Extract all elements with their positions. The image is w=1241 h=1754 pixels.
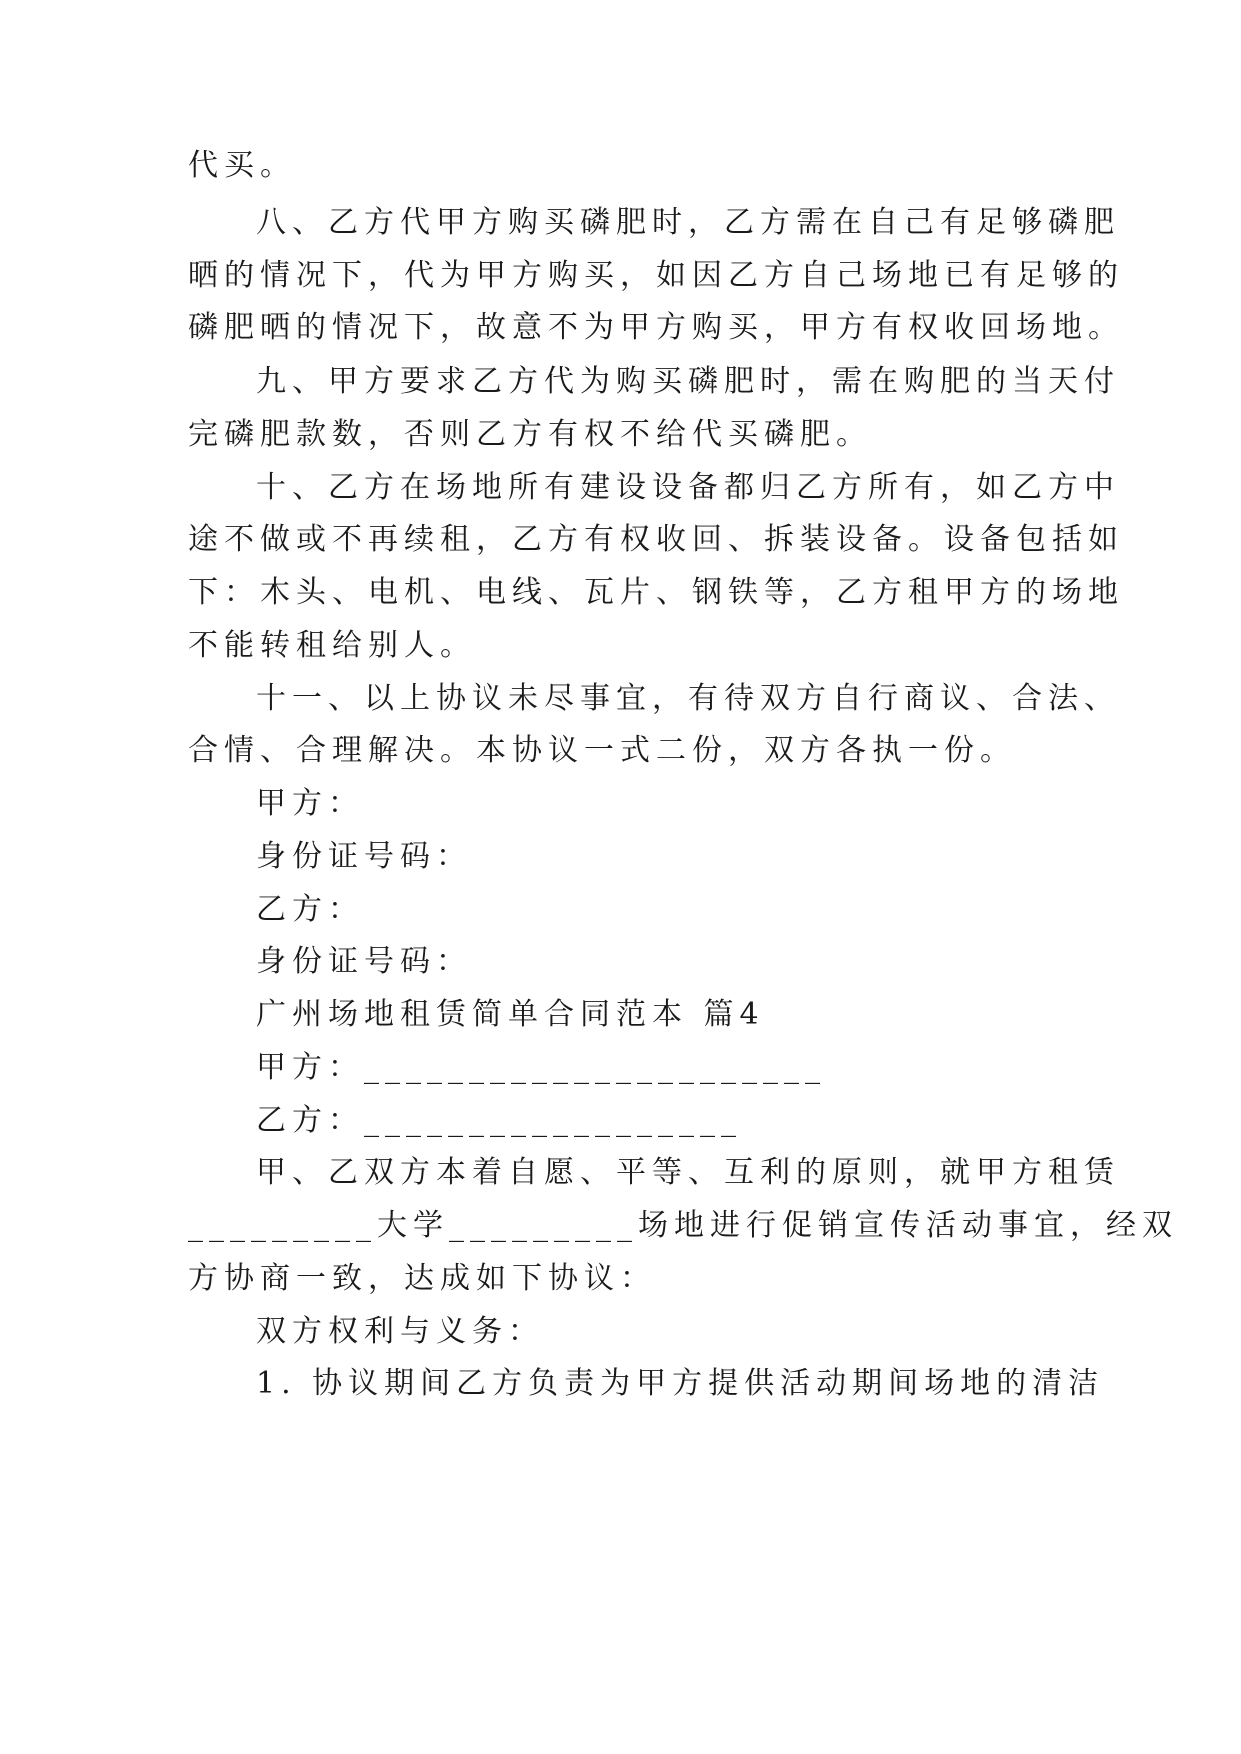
item-1-line: 1. 协议期间乙方负责为甲方提供活动期间场地的清洁 (256, 1366, 1105, 1401)
text-line: 合情、合理解决。本协议一式二份，双方各执一份。 (188, 733, 1016, 768)
text-line: 代买。 (188, 148, 296, 183)
text-line: 晒的情况下，代为甲方购买，如因乙方自己场地已有足够的 (188, 258, 1124, 293)
id-number-label: 身份证号码： (256, 944, 472, 979)
party-b-blank-line: 乙方：__________________ (256, 1103, 742, 1138)
text-line: 不能转租给别人。 (188, 628, 476, 663)
text-line: 完磷肥款数，否则乙方有权不给代买磷肥。 (188, 417, 872, 452)
preamble-line: 甲、乙双方本着自愿、平等、互利的原则，就甲方租赁 (256, 1155, 1120, 1190)
text-line: 磷肥晒的情况下，故意不为甲方购买，甲方有权收回场地。 (188, 310, 1124, 345)
text-line: 途不做或不再续租，乙方有权收回、拆装设备。设备包括如 (188, 522, 1124, 557)
rights-obligations-heading: 双方权利与义务： (256, 1314, 544, 1349)
section-heading: 广州场地租赁简单合同范本 篇4 (256, 997, 765, 1032)
clause-11-line: 十一、以上协议未尽事宜，有待双方自行商议、合法、 (256, 681, 1120, 716)
party-b-label: 乙方： (256, 892, 364, 927)
party-a-label: 甲方： (256, 786, 364, 821)
id-number-label: 身份证号码： (256, 839, 472, 874)
text-line: 下：木头、电机、电线、瓦片、钢铁等，乙方租甲方的场地 (188, 575, 1124, 610)
text-line: 方协商一致，达成如下协议： (188, 1261, 656, 1296)
clause-10-line: 十、乙方在场地所有建设设备都归乙方所有，如乙方中 (256, 470, 1120, 505)
text-line: _________大学_________场地进行促销宣传活动事宜，经双 (188, 1208, 1178, 1243)
clause-8-line: 八、乙方代甲方购买磷肥时，乙方需在自己有足够磷肥 (256, 205, 1120, 240)
party-a-blank-line: 甲方：______________________ (256, 1050, 826, 1085)
clause-9-line: 九、甲方要求乙方代为购买磷肥时，需在购肥的当天付 (256, 364, 1120, 399)
